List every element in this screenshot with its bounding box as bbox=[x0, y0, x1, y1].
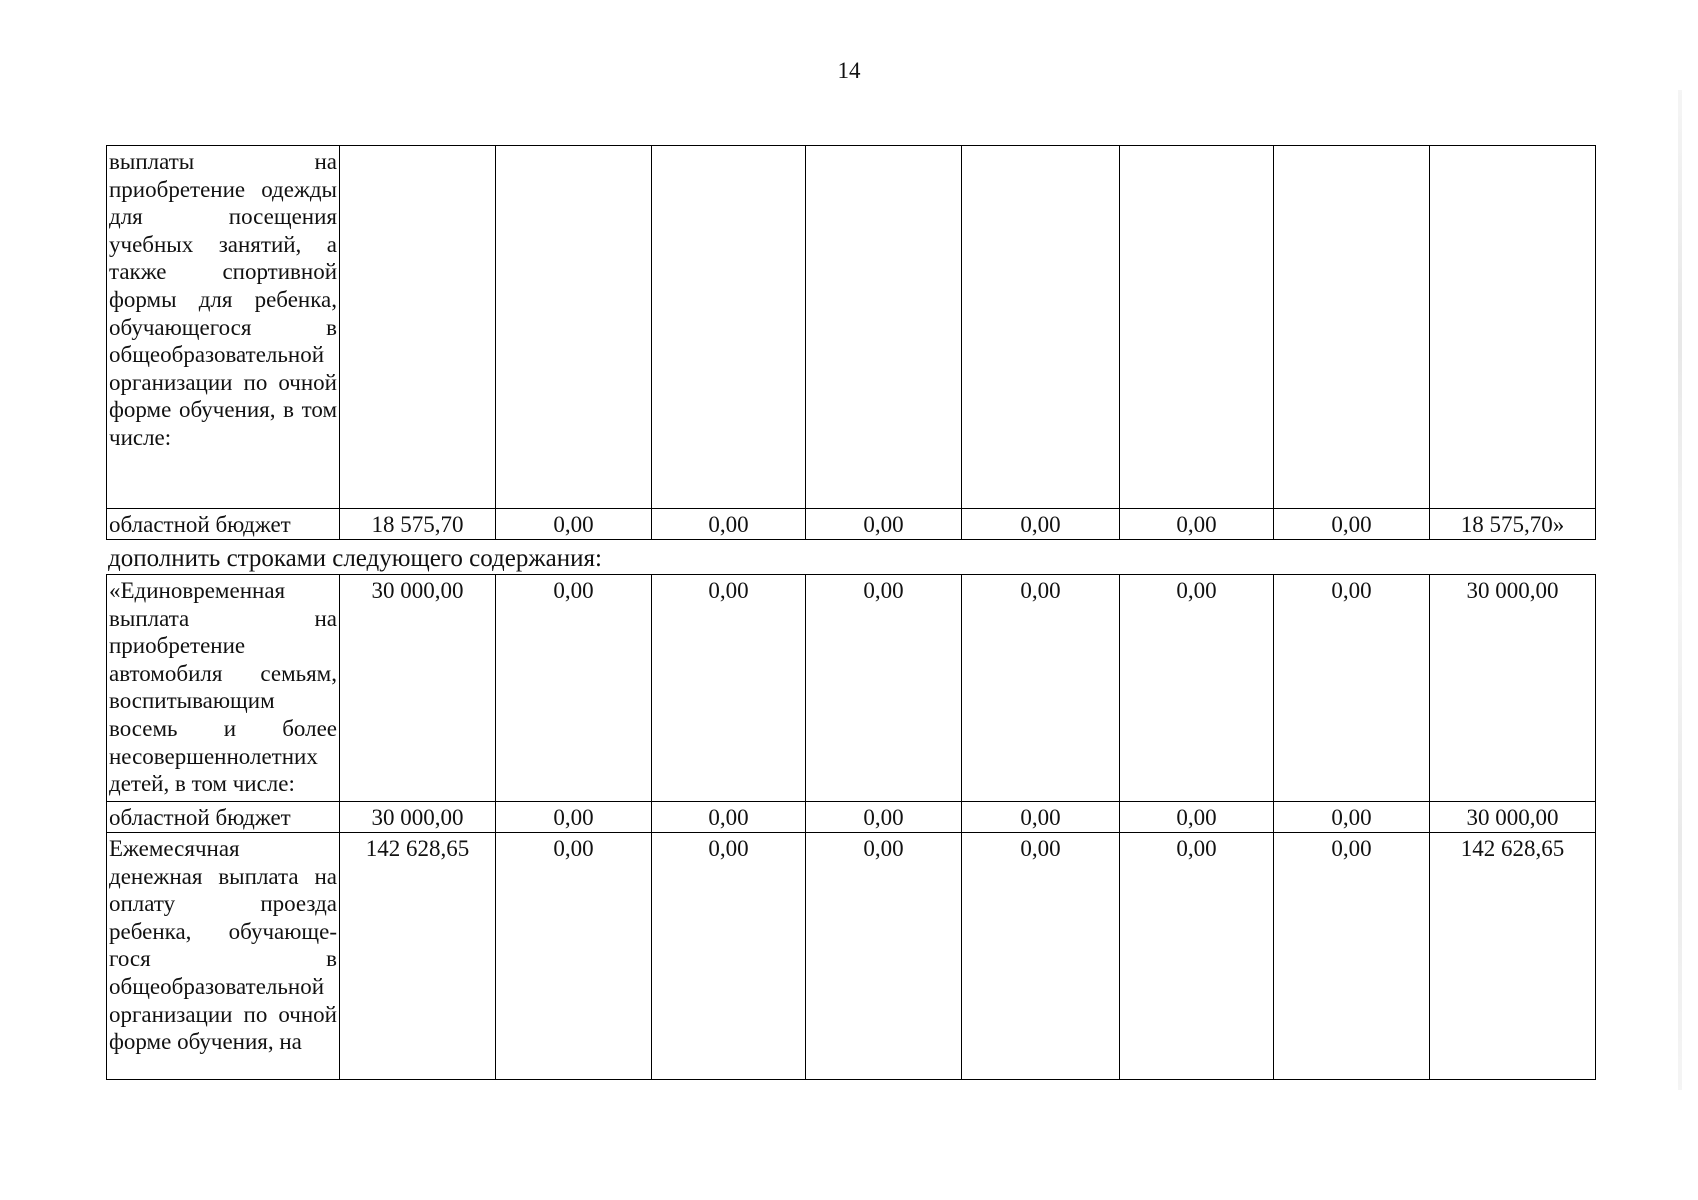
value-cell: 30 000,00 bbox=[340, 575, 496, 802]
value-cell: 0,00 bbox=[962, 509, 1120, 540]
value-cell: 0,00 bbox=[806, 833, 962, 1080]
value-cell bbox=[962, 146, 1120, 509]
table-row-clothing-payment bbox=[107, 146, 1596, 509]
value-cell bbox=[340, 146, 496, 509]
value-cell: 0,00 bbox=[962, 802, 1120, 833]
value-cell: 0,00 bbox=[1120, 575, 1274, 802]
value-cell bbox=[652, 146, 806, 509]
value-cell bbox=[1120, 146, 1274, 509]
budget-table-added-rows bbox=[106, 574, 1596, 1080]
value-cell: 0,00 bbox=[496, 575, 652, 802]
value-cell bbox=[1430, 146, 1596, 509]
table-row-regional-budget bbox=[107, 509, 1596, 540]
value-cell: 18 575,70» bbox=[1430, 509, 1596, 540]
value-cell: 0,00 bbox=[1120, 509, 1274, 540]
value-cell: 0,00 bbox=[652, 833, 806, 1080]
value-cell: 30 000,00 bbox=[1430, 575, 1596, 802]
value-cell: 0,00 bbox=[1120, 802, 1274, 833]
value-cell: 0,00 bbox=[1274, 509, 1430, 540]
value-cell: 30 000,00 bbox=[1430, 802, 1596, 833]
value-cell bbox=[1274, 146, 1430, 509]
value-cell: 0,00 bbox=[652, 802, 806, 833]
value-cell bbox=[496, 146, 652, 509]
value-cell: 0,00 bbox=[962, 575, 1120, 802]
value-cell: 0,00 bbox=[652, 509, 806, 540]
value-cell: 0,00 bbox=[1274, 833, 1430, 1080]
value-cell: 0,00 bbox=[806, 575, 962, 802]
scan-edge bbox=[1678, 90, 1682, 1090]
value-cell: 0,00 bbox=[806, 509, 962, 540]
table-row-regional-budget bbox=[107, 802, 1596, 833]
row-label: областной бюджет bbox=[107, 509, 340, 540]
amendment-instruction: дополнить строками следующего содержания: bbox=[108, 545, 602, 572]
page-number: 14 bbox=[837, 58, 861, 83]
value-cell: 0,00 bbox=[1274, 802, 1430, 833]
value-cell: 30 000,00 bbox=[340, 802, 496, 833]
value-cell: 0,00 bbox=[496, 833, 652, 1080]
value-cell: 0,00 bbox=[806, 802, 962, 833]
table-row-travel-payment bbox=[107, 833, 1596, 1080]
value-cell bbox=[806, 146, 962, 509]
value-cell: 18 575,70 bbox=[340, 509, 496, 540]
row-label: областной бюджет bbox=[107, 802, 340, 833]
row-label: «Единовременная выплата на приобретение автомобиля семьям, воспитывающим восемь и более несовершеннолетних детей, в том числе: bbox=[107, 575, 340, 802]
row-label: Ежемесячная денежная выплата на оплату проезда ребенка, обучающе-гося в общеобразовательной организации по очной форме обучения, на bbox=[107, 833, 340, 1080]
value-cell: 0,00 bbox=[1274, 575, 1430, 802]
value-cell: 0,00 bbox=[1120, 833, 1274, 1080]
row-label: выплаты на приобретение одежды для посещения учебных занятий, а также спортивной формы для ребенка, обучающегося в общеобразовательной организации по очной форме обучения, в том числе: bbox=[107, 146, 340, 509]
budget-table-continued bbox=[106, 145, 1596, 540]
value-cell: 0,00 bbox=[496, 509, 652, 540]
value-cell: 0,00 bbox=[496, 802, 652, 833]
value-cell: 142 628,65 bbox=[1430, 833, 1596, 1080]
value-cell: 0,00 bbox=[962, 833, 1120, 1080]
value-cell: 0,00 bbox=[652, 575, 806, 802]
value-cell: 142 628,65 bbox=[340, 833, 496, 1080]
table-row-car-payment bbox=[107, 575, 1596, 802]
